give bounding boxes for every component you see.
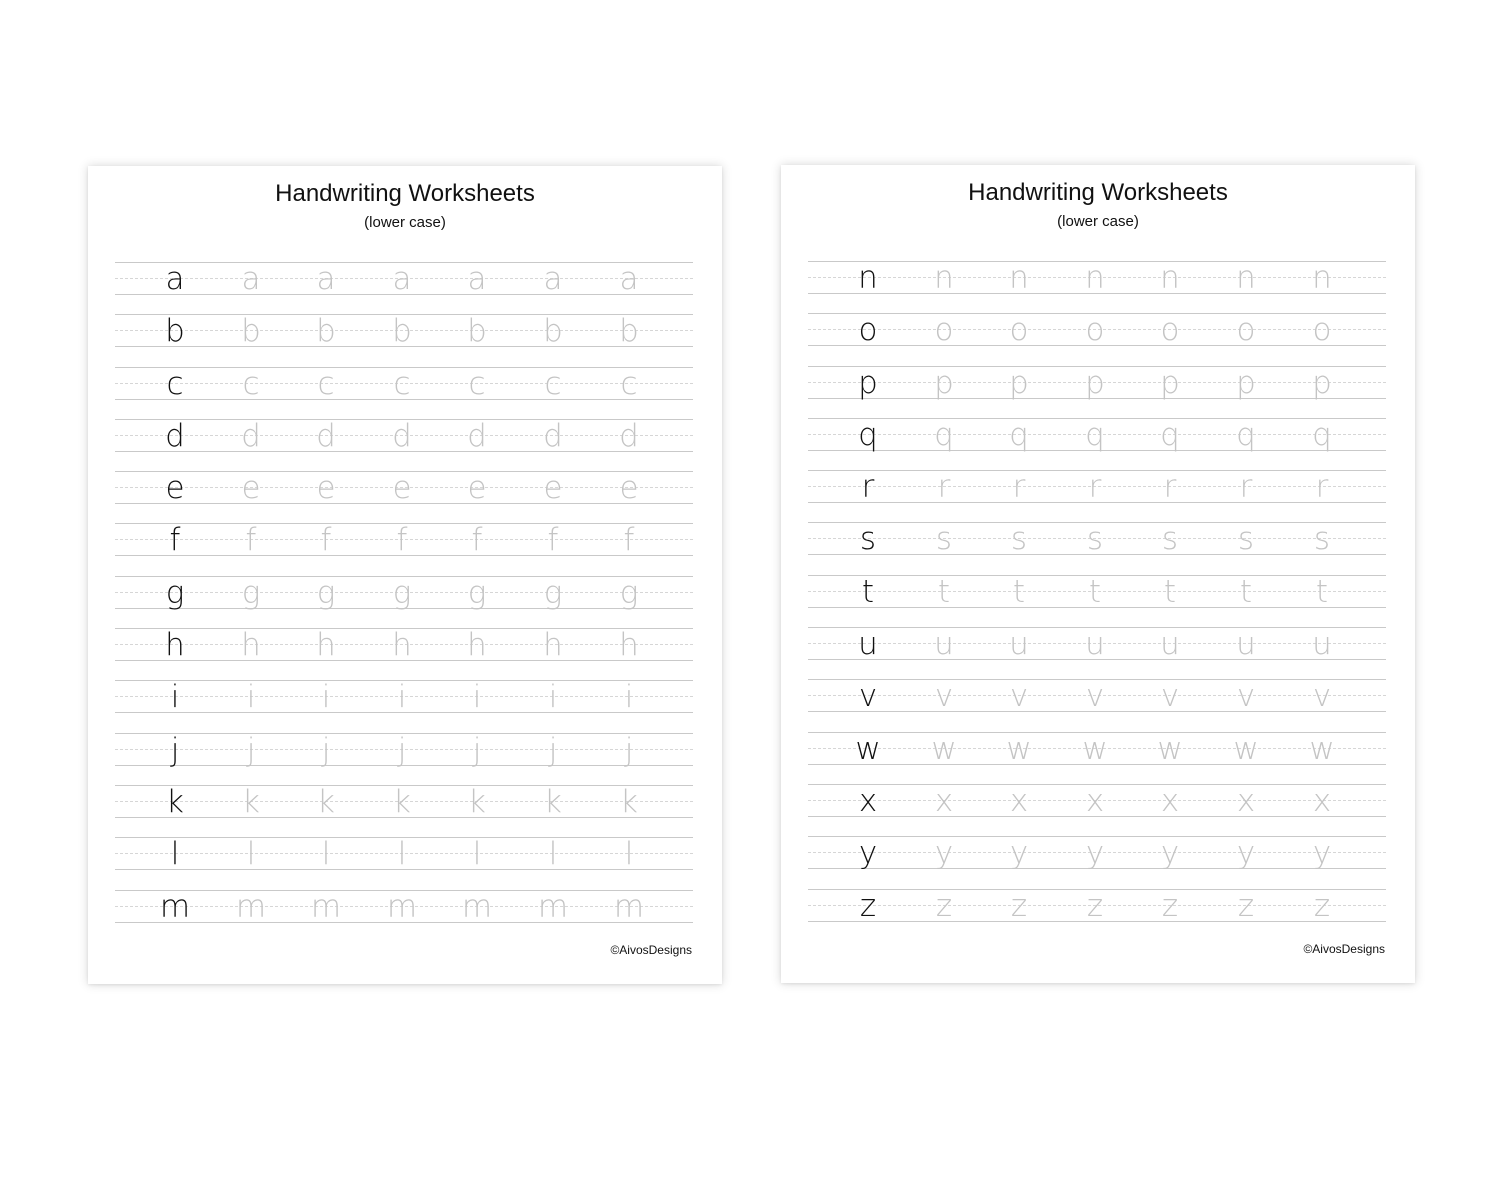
trace-letter: q [934,416,954,453]
trace-letter: r [1088,469,1102,506]
trace-letter: q [1085,416,1105,453]
practice-row-u [808,625,1386,677]
trace-letter: a [392,261,412,297]
trace-letter: h [467,627,487,664]
trace-letter: e [467,470,487,507]
trace-letter: k [317,783,335,820]
trace-letter: t [1012,573,1026,610]
trace-letter: k [242,783,260,820]
trace-letter: j [472,731,482,768]
copyright-notice: ©AivosDesigns [1303,942,1385,956]
trace-letter: n [1009,260,1029,296]
trace-letter: a [467,261,487,297]
trace-letter: h [619,627,639,664]
trace-letter: t [1163,573,1177,610]
trace-letter: m [235,888,267,925]
practice-row-s [808,520,1386,572]
model-letter: r [861,469,875,506]
practice-row-m [115,888,693,940]
trace-letter: r [1163,469,1177,506]
trace-letter: r [1315,469,1329,506]
trace-letter: i [624,679,634,716]
trace-letter: p [1236,364,1256,401]
trace-letter: t [1088,573,1102,610]
trace-letter: w [931,730,957,767]
trace-letter: v [1160,678,1180,715]
trace-letter: u [1085,626,1105,663]
trace-letter: n [1236,260,1256,296]
trace-letter: e [619,470,639,507]
trace-letter: s [1237,521,1255,558]
trace-letter: l [472,836,482,873]
trace-letter: y [1236,835,1256,872]
trace-letter: x [934,782,954,819]
trace-letter: c [242,365,260,402]
trace-letter: v [1236,678,1256,715]
practice-row-v [808,677,1386,729]
trace-letter: d [241,417,261,454]
trace-letter: g [392,574,412,611]
trace-letter: o [934,312,954,349]
model-letter: q [858,416,878,453]
trace-letter: s [1010,521,1028,558]
trace-letter: x [1085,782,1105,819]
trace-letter: c [393,365,411,402]
trace-letter: w [1309,730,1335,767]
trace-letter: v [1009,678,1029,715]
trace-letter: t [1315,573,1329,610]
trace-letter: b [543,313,563,350]
trace-letter: a [241,261,261,297]
trace-letter: d [619,417,639,454]
trace-letter: m [461,888,493,925]
trace-letter: k [393,783,411,820]
practice-row-o [808,311,1386,363]
practice-row-g [115,574,693,626]
trace-letter: u [1236,626,1256,663]
model-letter: v [858,678,878,715]
practice-rows [808,259,1386,939]
trace-letter: s [935,521,953,558]
trace-letter: y [934,835,954,872]
trace-letter: e [543,470,563,507]
trace-letter: f [471,522,483,559]
trace-letter: s [1086,521,1104,558]
trace-letter: l [246,836,256,873]
trace-letter: c [317,365,335,402]
practice-row-j [115,731,693,783]
trace-letter: g [316,574,336,611]
model-letter: z [859,887,877,924]
trace-letter: f [396,522,408,559]
model-letter: h [165,627,185,664]
trace-letter: m [613,888,645,925]
trace-letter: o [1160,312,1180,349]
model-letter: b [165,313,185,350]
model-letter: j [170,731,180,768]
trace-letter: z [1237,887,1255,924]
trace-letter: t [1239,573,1253,610]
model-letter: x [858,782,878,819]
practice-row-w [808,730,1386,782]
trace-letter: m [537,888,569,925]
trace-letter: f [623,522,635,559]
model-letter: a [165,261,185,297]
trace-letter: p [1085,364,1105,401]
trace-letter: y [1085,835,1105,872]
practice-row-l [115,835,693,887]
practice-row-c [115,365,693,417]
trace-letter: o [1312,312,1332,349]
model-letter: y [858,835,878,872]
trace-letter: n [934,260,954,296]
trace-letter: j [246,731,256,768]
trace-letter: y [1009,835,1029,872]
trace-letter: h [316,627,336,664]
model-letter: f [169,522,181,559]
trace-letter: k [620,783,638,820]
trace-letter: l [624,836,634,873]
trace-letter: l [397,836,407,873]
trace-letter: e [241,470,261,507]
model-letter: i [170,679,180,716]
trace-letter: g [619,574,639,611]
trace-letter: g [467,574,487,611]
practice-row-y [808,834,1386,886]
trace-letter: g [241,574,261,611]
trace-letter: y [1160,835,1180,872]
trace-letter: q [1009,416,1029,453]
practice-row-q [808,416,1386,468]
model-letter: s [859,521,877,558]
trace-letter: b [316,313,336,350]
model-letter: e [165,470,185,507]
trace-letter: q [1312,416,1332,453]
trace-letter: z [1010,887,1028,924]
trace-letter: v [934,678,954,715]
trace-letter: w [1157,730,1183,767]
practice-row-z [808,887,1386,939]
trace-letter: d [543,417,563,454]
trace-letter: n [1160,260,1180,296]
trace-letter: v [1312,678,1332,715]
trace-letter: c [620,365,638,402]
worksheet-title: Handwriting Worksheets [968,179,1228,206]
trace-letter: h [392,627,412,664]
worksheet-subtitle: (lower case) [364,214,446,231]
model-letter: c [166,365,184,402]
trace-letter: x [1236,782,1256,819]
trace-letter: i [397,679,407,716]
trace-letter: f [320,522,332,559]
trace-letter: e [392,470,412,507]
model-letter: w [855,730,881,767]
trace-letter: i [246,679,256,716]
trace-letter: p [1009,364,1029,401]
trace-letter: p [934,364,954,401]
practice-row-f [115,521,693,573]
trace-letter: g [543,574,563,611]
trace-letter: l [321,836,331,873]
model-letter: g [165,574,185,611]
practice-row-d [115,417,693,469]
trace-letter: f [547,522,559,559]
model-letter: l [170,836,180,873]
trace-letter: w [1082,730,1108,767]
trace-letter: p [1312,364,1332,401]
practice-row-t [808,573,1386,625]
practice-row-e [115,469,693,521]
trace-letter: i [321,679,331,716]
trace-letter: i [472,679,482,716]
practice-row-h [115,626,693,678]
trace-letter: d [467,417,487,454]
model-letter: k [166,783,184,820]
trace-letter: o [1236,312,1256,349]
trace-letter: s [1161,521,1179,558]
trace-letter: i [548,679,558,716]
trace-letter: n [1085,260,1105,296]
trace-letter: a [316,261,336,297]
trace-letter: y [1312,835,1332,872]
trace-letter: r [1012,469,1026,506]
trace-letter: z [1161,887,1179,924]
trace-letter: o [1009,312,1029,349]
trace-letter: c [544,365,562,402]
trace-letter: z [1313,887,1331,924]
model-letter: o [858,312,878,349]
trace-letter: u [1009,626,1029,663]
trace-letter: b [619,313,639,350]
trace-letter: v [1085,678,1105,715]
trace-letter: e [316,470,336,507]
trace-letter: x [1160,782,1180,819]
trace-letter: s [1313,521,1331,558]
trace-letter: b [241,313,261,350]
trace-letter: j [321,731,331,768]
trace-letter: j [397,731,407,768]
trace-letter: m [310,888,342,925]
trace-letter: h [543,627,563,664]
trace-letter: u [1160,626,1180,663]
model-letter: u [858,626,878,663]
practice-rows [115,260,693,940]
practice-row-b [115,312,693,364]
trace-letter: x [1009,782,1029,819]
practice-row-k [115,783,693,835]
trace-letter: o [1085,312,1105,349]
worksheet-page-1 [88,166,722,984]
trace-letter: x [1312,782,1332,819]
trace-letter: w [1006,730,1032,767]
trace-letter: r [1239,469,1253,506]
model-letter: p [858,364,878,401]
trace-letter: b [467,313,487,350]
trace-letter: k [544,783,562,820]
trace-letter: q [1236,416,1256,453]
trace-letter: n [1312,260,1332,296]
practice-row-x [808,782,1386,834]
trace-letter: k [468,783,486,820]
copyright-notice: ©AivosDesigns [610,943,692,957]
practice-row-n [808,259,1386,311]
trace-letter: b [392,313,412,350]
trace-letter: c [468,365,486,402]
trace-letter: l [548,836,558,873]
model-letter: m [159,888,191,925]
practice-row-a [115,260,693,312]
trace-letter: j [624,731,634,768]
trace-letter: j [548,731,558,768]
trace-letter: f [245,522,257,559]
practice-row-p [808,364,1386,416]
trace-letter: p [1160,364,1180,401]
trace-letter: u [934,626,954,663]
trace-letter: z [1086,887,1104,924]
trace-letter: a [619,261,639,297]
trace-letter: w [1233,730,1259,767]
model-letter: n [858,260,878,296]
trace-letter: z [935,887,953,924]
trace-letter: u [1312,626,1332,663]
model-letter: t [861,573,875,610]
trace-letter: a [543,261,563,297]
trace-letter: m [386,888,418,925]
practice-row-i [115,678,693,730]
trace-letter: q [1160,416,1180,453]
worksheet-page-2 [781,165,1415,983]
trace-letter: h [241,627,261,664]
worksheet-subtitle: (lower case) [1057,213,1139,230]
practice-row-r [808,468,1386,520]
trace-letter: r [937,469,951,506]
model-letter: d [165,417,185,454]
trace-letter: d [392,417,412,454]
worksheet-title: Handwriting Worksheets [275,180,535,207]
trace-letter: t [937,573,951,610]
trace-letter: d [316,417,336,454]
